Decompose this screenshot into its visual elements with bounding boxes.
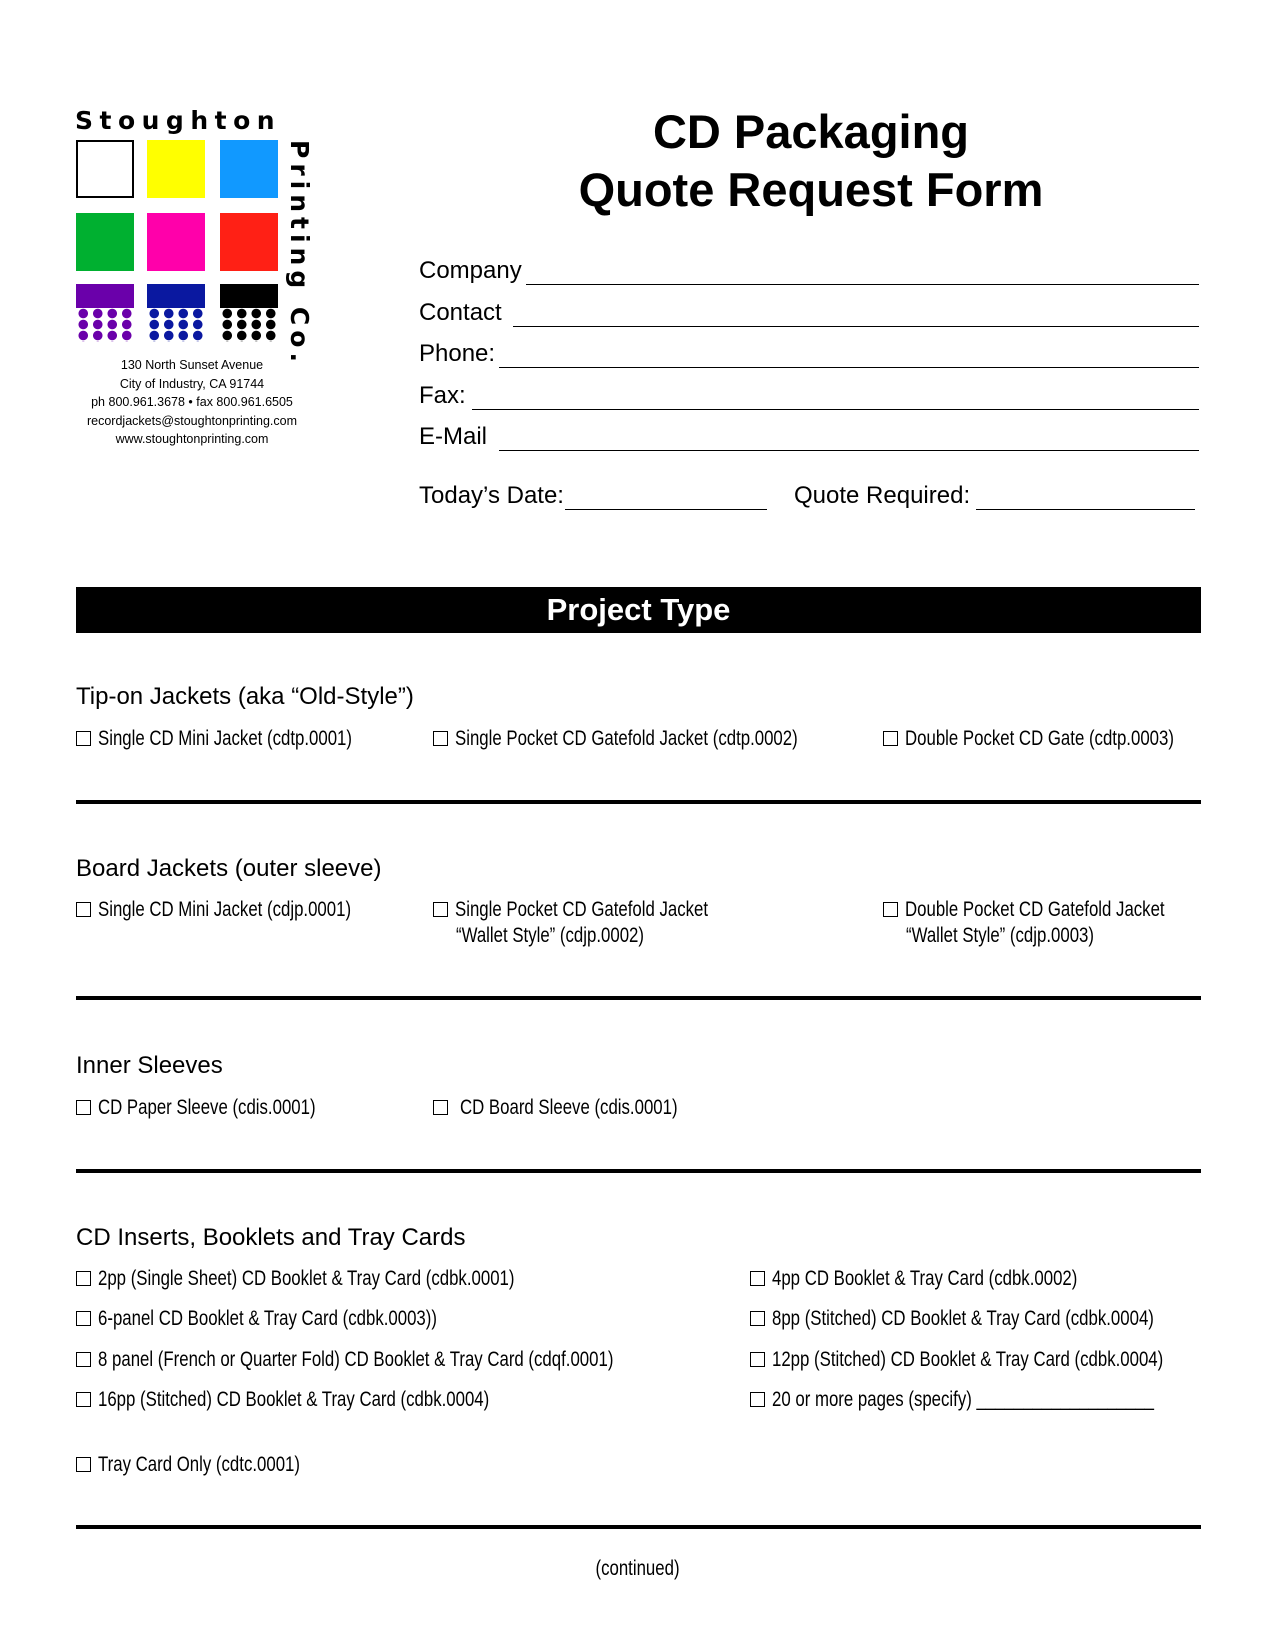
option-cdbk-12pp[interactable]: [750, 1347, 1261, 1373]
section-heading-cd-inserts: CD Inserts, Booklets and Tray Cards: [76, 1224, 466, 1251]
option-cdqf-0001[interactable]: [76, 1347, 742, 1373]
option-label: 2pp (Single Sheet) CD Booklet & Tray Card (cdbk.0001): [98, 1267, 515, 1290]
fax-line[interactable]: [472, 387, 1199, 410]
option-cdjp-0003[interactable]: [883, 897, 1230, 949]
option-cdbk-16pp[interactable]: [76, 1387, 587, 1413]
section-heading-inner-sleeves: Inner Sleeves: [76, 1052, 223, 1079]
quote-required-field[interactable]: [794, 480, 1195, 510]
phone-line[interactable]: [499, 345, 1199, 368]
title-line-1: CD Packaging: [652, 105, 970, 158]
checkbox[interactable]: [433, 902, 448, 917]
checkbox[interactable]: [76, 1271, 91, 1286]
continued-text: (continued): [595, 1557, 680, 1580]
option-label: 6-panel CD Booklet & Tray Card (cdbk.0003)): [98, 1307, 437, 1330]
phone-field[interactable]: [419, 338, 1199, 368]
option-label: 8 panel (French or Quarter Fold) CD Booklet & Tray Card (cdqf.0001): [98, 1348, 614, 1371]
checkbox[interactable]: [750, 1352, 765, 1367]
fax-field[interactable]: [419, 380, 1199, 410]
option-cdbk-0003[interactable]: [76, 1306, 522, 1332]
checkbox[interactable]: [750, 1311, 765, 1326]
swatch-purple-dots: [76, 284, 134, 342]
option-sublabel: “Wallet Style” (cdjp.0002): [456, 924, 644, 947]
email-line[interactable]: [499, 428, 1199, 451]
contact-field[interactable]: [419, 297, 1199, 327]
option-label: 4pp CD Booklet & Tray Card (cdbk.0002): [772, 1267, 1078, 1290]
option-label: 8pp (Stitched) CD Booklet & Tray Card (cdbk.0004): [772, 1307, 1154, 1330]
divider: [76, 996, 1201, 1000]
divider: [76, 1169, 1201, 1173]
checkbox[interactable]: [883, 902, 898, 917]
email-label: E-Mail: [419, 423, 488, 450]
phone-label: Phone:: [419, 340, 496, 367]
address-email: recordjackets@stoughtonprinting.com: [86, 413, 298, 428]
option-cdtp-0003[interactable]: [883, 726, 1241, 752]
divider: [76, 1525, 1201, 1529]
swatch-green: [76, 213, 134, 271]
company-address: [62, 356, 322, 449]
divider: [76, 800, 1201, 804]
swatch-cyan: [220, 140, 278, 198]
quote-required-line[interactable]: [976, 487, 1195, 510]
checkbox[interactable]: [883, 731, 898, 746]
email-field[interactable]: [419, 421, 1199, 451]
quote-required-label: Quote Required:: [794, 482, 971, 509]
title-line-2: Quote Request Form: [578, 163, 1044, 216]
address-website: www.stoughtonprinting.com: [115, 432, 269, 446]
company-field[interactable]: [419, 255, 1199, 285]
option-cdbk-8pp[interactable]: [750, 1306, 1249, 1332]
option-20-or-more-pages[interactable]: [750, 1387, 1250, 1413]
option-label: Single CD Mini Jacket (cdjp.0001): [98, 898, 352, 921]
swatch-red: [220, 213, 278, 271]
checkbox[interactable]: [433, 731, 448, 746]
todays-date-field[interactable]: [419, 480, 767, 510]
checkbox[interactable]: [76, 1457, 91, 1472]
swatch-white: [76, 140, 134, 198]
option-cdjp-0001[interactable]: [76, 897, 414, 923]
address-city: City of Industry, CA 91744: [119, 376, 265, 391]
option-cdbk-0001[interactable]: [76, 1266, 619, 1292]
continued-note: [0, 1556, 1275, 1582]
todays-date-label: Today’s Date:: [419, 482, 564, 509]
option-label: Single Pocket CD Gatefold Jacket (cdtp.0002): [455, 727, 798, 750]
contact-line[interactable]: [513, 304, 1199, 327]
option-cdis-paper[interactable]: [76, 1095, 370, 1121]
swatch-yellow: [147, 140, 205, 198]
checkbox[interactable]: [76, 1100, 91, 1115]
page-title: [520, 103, 1102, 219]
contact-label: Contact: [419, 299, 502, 326]
checkbox[interactable]: [750, 1392, 765, 1407]
option-cdtp-0002[interactable]: [433, 726, 883, 752]
fax-label: Fax:: [419, 382, 466, 409]
option-label: Single Pocket CD Gatefold Jacket: [455, 898, 709, 921]
logo-name: Stoughton: [75, 106, 282, 135]
project-type-banner: Project Type: [76, 587, 1201, 633]
checkbox[interactable]: [76, 731, 91, 746]
checkbox[interactable]: [76, 1352, 91, 1367]
company-line[interactable]: [526, 262, 1199, 285]
option-cdbk-0002[interactable]: [750, 1266, 1154, 1292]
company-label: Company: [419, 257, 522, 284]
logo-subname: Printing Co.: [285, 140, 314, 367]
option-label: CD Paper Sleeve (cdis.0001): [98, 1096, 316, 1119]
option-cdtp-0001[interactable]: [76, 726, 415, 752]
checkbox[interactable]: [750, 1271, 765, 1286]
option-label: 16pp (Stitched) CD Booklet & Tray Card (cdbk.0004): [98, 1388, 490, 1411]
checkbox[interactable]: [76, 902, 91, 917]
swatch-black-dots: [220, 284, 278, 342]
swatch-blue-dots: [147, 284, 205, 342]
option-cdjp-0002[interactable]: [433, 897, 771, 949]
option-label: 12pp (Stitched) CD Booklet & Tray Card (cdbk.0004): [772, 1348, 1164, 1371]
option-label: CD Board Sleeve (cdis.0001): [460, 1096, 678, 1119]
checkbox[interactable]: [76, 1311, 91, 1326]
option-label: Tray Card Only (cdtc.0001): [98, 1453, 300, 1476]
section-heading-board-jackets: Board Jackets (outer sleeve): [76, 855, 382, 882]
section-heading-tip-on: Tip-on Jackets (aka “Old-Style”): [76, 683, 414, 710]
swatch-magenta: [147, 213, 205, 271]
address-phone-fax: ph 800.961.3678 • fax 800.961.6505: [91, 395, 293, 409]
option-label: Double Pocket CD Gatefold Jacket: [905, 898, 1165, 921]
checkbox[interactable]: [76, 1392, 91, 1407]
todays-date-line[interactable]: [565, 487, 767, 510]
option-sublabel: “Wallet Style” (cdjp.0003): [906, 924, 1094, 947]
option-label: Single CD Mini Jacket (cdtp.0001): [98, 727, 352, 750]
option-label: Double Pocket CD Gate (cdtp.0003): [905, 727, 1174, 750]
option-cdtc-0001[interactable]: [76, 1452, 350, 1478]
address-street: 130 North Sunset Avenue: [120, 358, 264, 372]
option-cdis-board[interactable]: [433, 1095, 732, 1121]
option-label[interactable]: 20 or more pages (specify) ___________________: [772, 1388, 1155, 1411]
checkbox[interactable]: [433, 1100, 448, 1115]
